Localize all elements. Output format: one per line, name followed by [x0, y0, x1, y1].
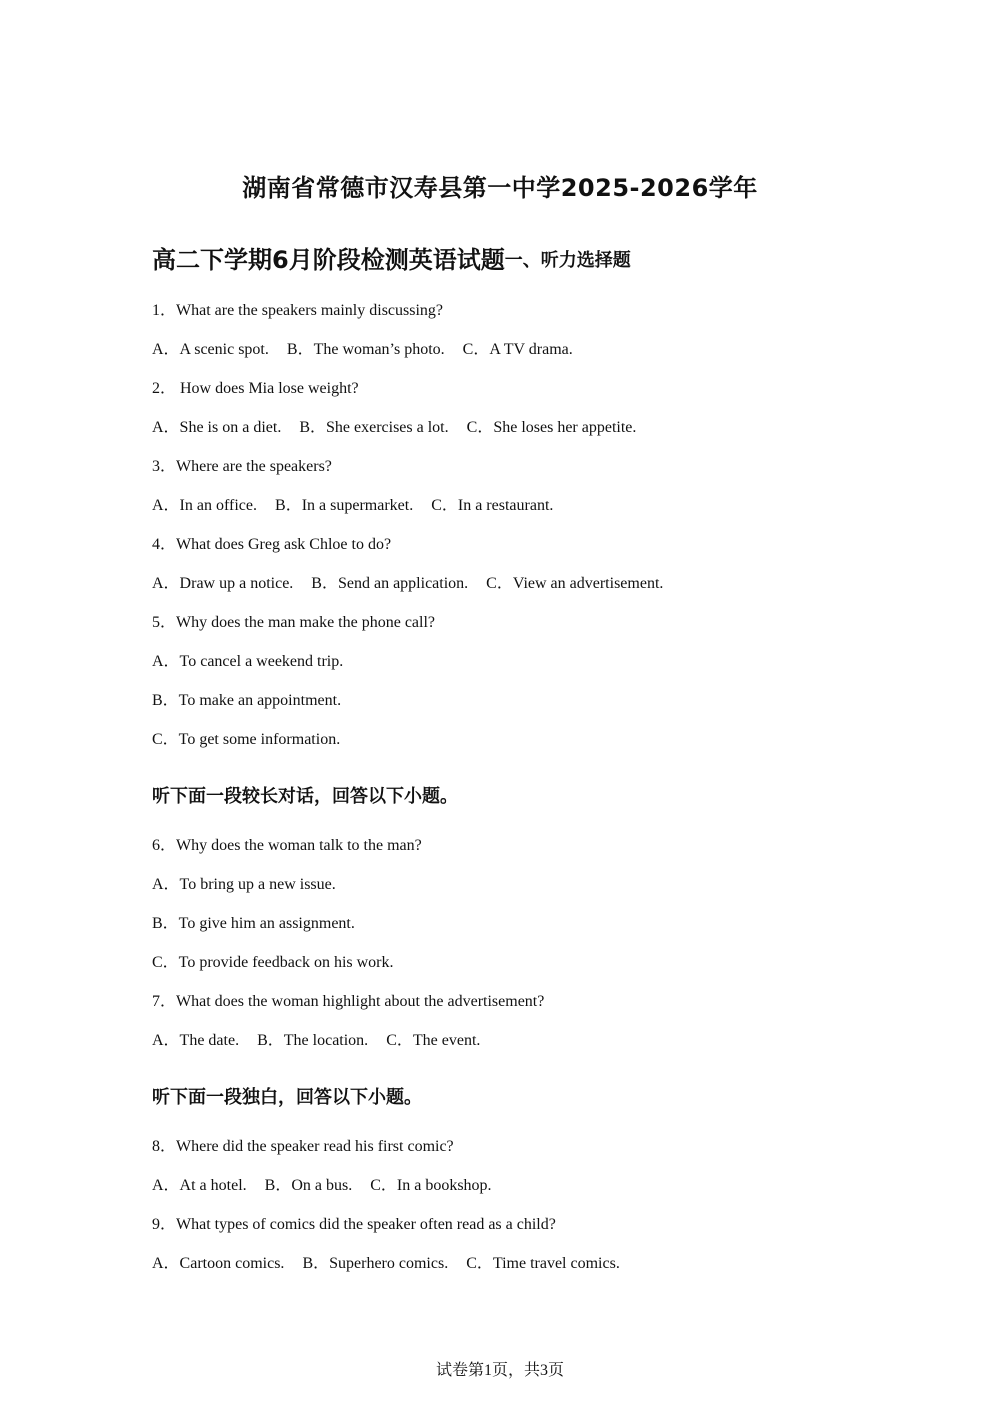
- option-b: B．On a bus.: [264, 1177, 353, 1194]
- question-stem: 4．What does Greg ask Chloe to do?: [152, 536, 392, 553]
- option-c: C．In a restaurant.: [431, 497, 554, 514]
- monologue-instruction: 听下面一段独白，回答以下小题。: [152, 1087, 422, 1108]
- option-b: B．She exercises a lot.: [299, 419, 449, 436]
- option-b: B．The location.: [257, 1032, 369, 1049]
- document-subtitle: [152, 240, 631, 275]
- option-a: A．To cancel a weekend trip.: [152, 653, 344, 670]
- option-a: A．A scenic spot.: [152, 341, 269, 358]
- question-options: [152, 1254, 620, 1274]
- question-stem: 5．Why does the man make the phone call?: [152, 614, 436, 631]
- option-b: B．To give him an assignment.: [152, 915, 355, 932]
- option-a: A．Cartoon comics.: [152, 1255, 285, 1272]
- long-dialogue-instruction: 听下面一段较长对话，回答以下小题。: [152, 786, 458, 807]
- question-options: [152, 496, 553, 516]
- option-c: C．In a bookshop.: [370, 1177, 492, 1194]
- option-a: A．She is on a diet.: [152, 419, 282, 436]
- option-c: C．She loses her appetite.: [466, 419, 637, 436]
- option-a: A．At a hotel.: [152, 1177, 247, 1194]
- question-stem: 8．Where did the speaker read his first comic?: [152, 1138, 454, 1155]
- option-b: B．The woman’s photo.: [286, 341, 445, 358]
- question-stem: 9．What types of comics did the speaker often read as a child?: [152, 1216, 556, 1233]
- subtitle-text: 高二下学期6月阶段检测英语试题: [152, 246, 505, 274]
- option-c: C．The event.: [386, 1032, 481, 1049]
- document-title: 湖南省常德市汉寿县第一中学2025-2026学年: [242, 174, 758, 202]
- question-options: [152, 340, 573, 360]
- option-b: B．In a supermarket.: [275, 497, 414, 514]
- question-stem: 3．Where are the speakers?: [152, 458, 332, 475]
- option-c: C．To provide feedback on his work.: [152, 954, 394, 971]
- option-a: A．To bring up a new issue.: [152, 876, 336, 893]
- option-c: C．A TV drama.: [462, 341, 573, 358]
- question-stem: 7．What does the woman highlight about the advertisement?: [152, 993, 545, 1010]
- option-b: B．Superhero comics.: [302, 1255, 449, 1272]
- question-options: [152, 418, 636, 438]
- option-b: B．Send an application.: [311, 575, 469, 592]
- question-options: [152, 1031, 480, 1051]
- option-a: A．In an office.: [152, 497, 258, 514]
- option-c: C．To get some information.: [152, 731, 341, 748]
- question-options: [152, 574, 663, 594]
- option-c: C．Time travel comics.: [466, 1255, 620, 1272]
- option-b: B．To make an appointment.: [152, 692, 342, 709]
- question-stem: 2． How does Mia lose weight?: [152, 380, 359, 397]
- question-options: [152, 1176, 492, 1196]
- section-label: 一、听力选择题: [504, 250, 631, 271]
- option-c: C．View an advertisement.: [486, 575, 664, 592]
- question-stem: 1．What are the speakers mainly discussing?: [152, 302, 444, 319]
- option-a: A．Draw up a notice.: [152, 575, 294, 592]
- page-footer: 试卷第1页，共3页: [435, 1362, 564, 1379]
- option-a: A．The date.: [152, 1032, 240, 1049]
- question-stem: 6．Why does the woman talk to the man?: [152, 837, 422, 854]
